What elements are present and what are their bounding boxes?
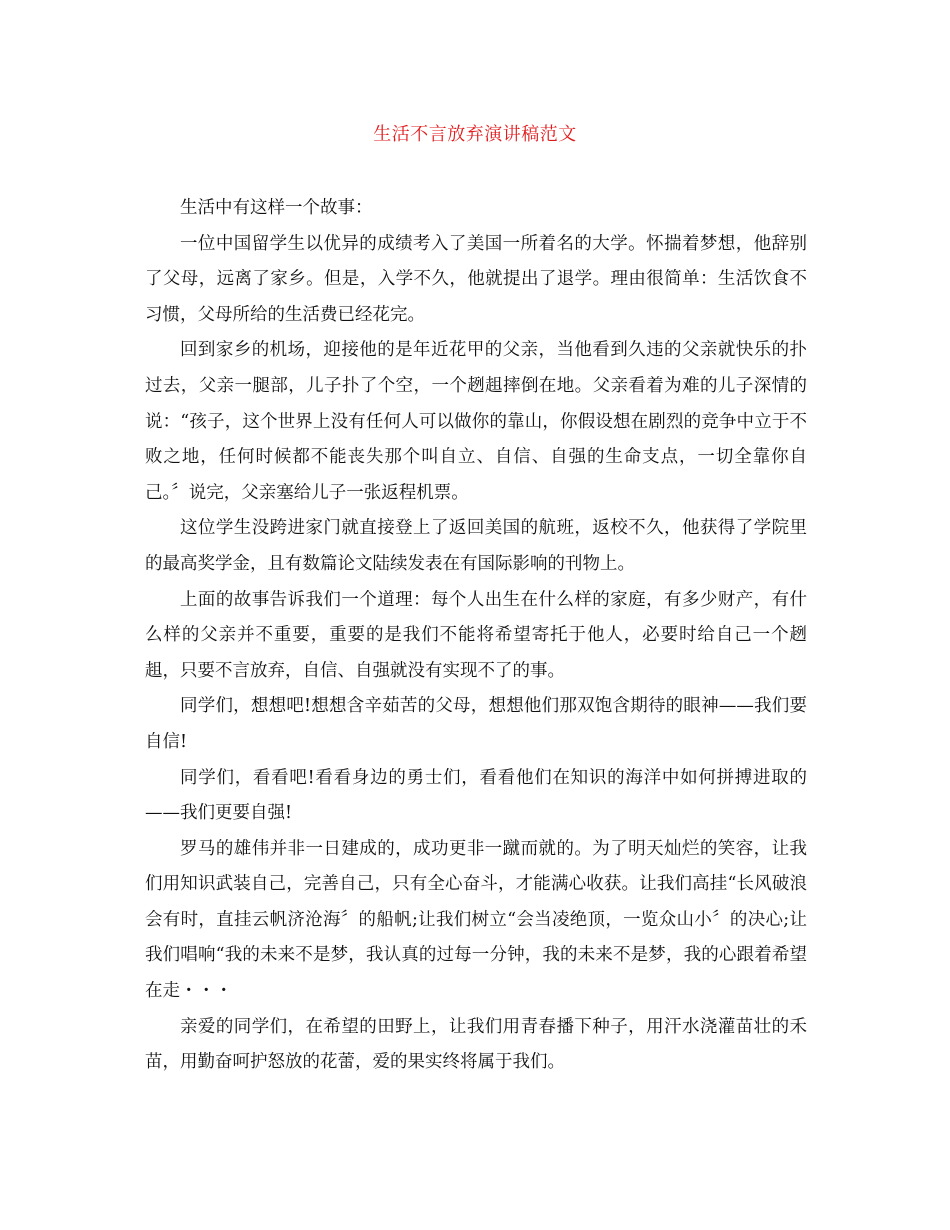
- paragraph-be-confident: 同学们，想想吧!想想含辛茹苦的父母，想想他们那双饱含期待的眼神——我们要自信!: [145, 696, 807, 752]
- paragraph-be-strong: 同学们，看看吧!看看身边的勇士们，看看他们在知识的海洋中如何拼搏进取的——我们更要自强!: [145, 767, 807, 824]
- paragraph-return-success: 这位学生没跨进家门就直接登上了返回美国的航班，返校不久，他获得了学院里的最高奖学金，且有数篇论文陆续发表在有国际影响的刊物上。: [145, 518, 807, 574]
- paragraph-intro: 生活中有这样一个故事：: [180, 198, 373, 218]
- paragraph-closing: 亲爱的同学们，在希望的田野上，让我们用青春播下种子，用汗水浇灌苗壮的禾苗，用勤奋呵护怒放的花蕾，爱的果实终将属于我们。: [145, 1016, 807, 1073]
- paragraph-rome: 罗马的雄伟并非一日建成的，成功更非一蹴而就的。为了明天灿烂的笑容，让我们用知识武装自己，完善自己，只有全心奋斗，才能满心收获。让我们高挂“长风破浪会有时，直挂云帆济沧海〞的船帆;让我们树立“会当凌绝顶，一览众山小〞的决心;让我们唱响“我的未来不是梦，我认真的过每一分钟，我的未来不是梦，我的心跟着希望在走・・・: [145, 838, 807, 1002]
- paragraph-lesson: 上面的故事告诉我们一个道理：每个人出生在什么样的家庭，有多少财产，有什么样的父亲并不重要，重要的是我们不能将希望寄托于他人，必要时给自己一个趔趄，只要不言放弃，自信、自强就没有实现不了的事。: [145, 589, 807, 681]
- document-body: [145, 191, 807, 1081]
- paragraph-student-story: 一位中国留学生以优异的成绩考入了美国一所着名的大学。怀揣着梦想，他辞别了父母，远离了家乡。但是，入学不久，他就提出了退学。理由很简单：生活饮食不习惯，父母所给的生活费已经花完。: [145, 233, 807, 325]
- document-title: 生活不言放弃演讲稿范文: [373, 124, 577, 145]
- paragraph-father-airport: 回到家乡的机场，迎接他的是年近花甲的父亲，当他看到久违的父亲就快乐的扑过去，父亲一腿部，儿子扑了个空，一个趔趄摔倒在地。父亲看着为难的儿子深情的说：“孩子，这个世界上没有任何人可以做你的靠山，你假设想在剧烈的竞争中立于不败之地，任何时候都不能丧失那个叫自立、自信、自强的生命支点，一切全靠你自己。〞说完，父亲塞给儿子一张返程机票。: [145, 340, 807, 503]
